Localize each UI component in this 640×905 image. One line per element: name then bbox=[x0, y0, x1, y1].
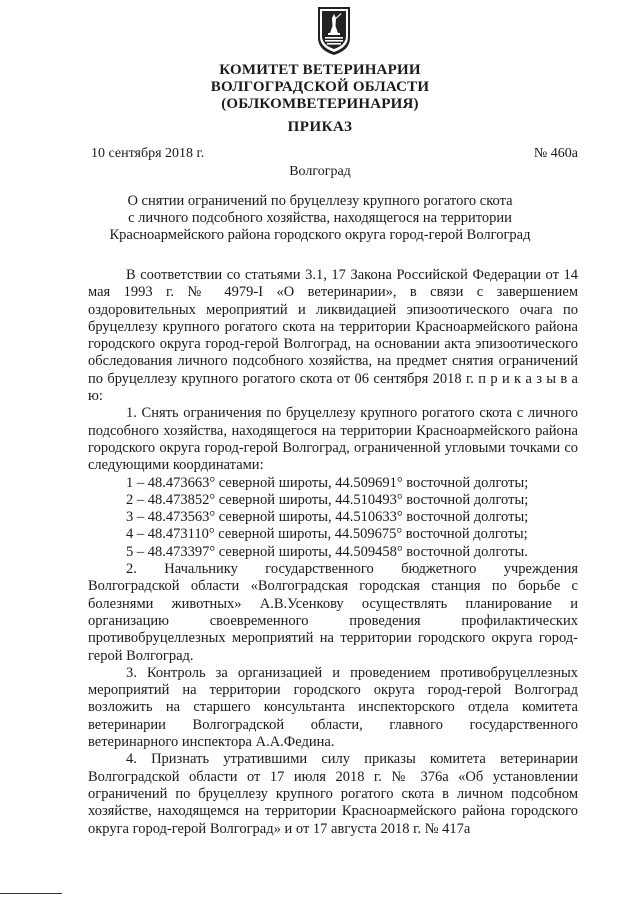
order-number: № 460а bbox=[533, 146, 578, 161]
coordinate-point-4: 4 – 48.473110° северной широты, 44.509675° восточной долготы; bbox=[126, 526, 528, 543]
coordinate-point-3: 3 – 48.473563° северной широты, 44.510633° восточной долготы; bbox=[126, 509, 529, 526]
subject-line-2: с личного подсобного хозяйства, находящегося на территории bbox=[128, 210, 512, 226]
preamble-paragraph: В соответствии со статьями 3.1, 17 Закона Российской Федерации от 14 мая 1993 г. № 4979-I «О ветеринарии», в связи с завершением оздоровительных мероприятий и ликвидацией эпизоотического очага по бруцеллезу крупного рогатого скота на территории Красноармейского района городского округа город-герой Волгоград, на основании акта эпизоотического обследования личного подсобного хозяйства, на предмет снятия ограничений по бруцеллезу крупного рогатого скота от 06 сентября 2018 г. п р и к а з ы в а ю: bbox=[88, 267, 578, 405]
organization-name bbox=[0, 62, 640, 113]
item-3-paragraph: 3. Контроль за организацией и проведением противобруцеллезных мероприятий на территории городского округа город-герой Волгоград возложить на старшего консультанта инспекторского отдела комитета ветеринарии Волгоградской области, главного государственного ветеринарного инспектора А.А.Федина. bbox=[88, 664, 578, 751]
coordinate-point-2: 2 – 48.473852° северной широты, 44.510493° восточной долготы; bbox=[126, 491, 529, 508]
order-subject bbox=[0, 193, 640, 244]
volgograd-emblem-icon bbox=[317, 6, 351, 56]
order-title: ПРИКАЗ bbox=[287, 119, 353, 135]
order-date: 10 сентября 2018 г. bbox=[91, 146, 205, 161]
item-2-paragraph: 2. Начальнику государственного бюджетного учреждения Волгоградской области «Волгоградская городская станция по борьбе с болезнями животных» А.В.Усенкову осуществлять планирование и организацию своевременного проведения профилактических противобруцеллезных мероприятий на территории городского округа город-герой Волгоград. bbox=[88, 561, 578, 664]
org-line-2: ВОЛГОГРАДСКОЙ ОБЛАСТИ bbox=[210, 79, 430, 95]
subject-line-3: Красноармейского района городского округа город-герой Волгоград bbox=[109, 227, 531, 243]
order-city: Волгоград bbox=[289, 164, 351, 179]
footnote-separator bbox=[0, 893, 62, 894]
order-body bbox=[88, 267, 578, 838]
coordinate-point-1: 1 – 48.473663° северной широты, 44.509691° восточной долготы; bbox=[126, 474, 529, 491]
item-1-paragraph: 1. Снять ограничения по бруцеллезу крупного рогатого скота с личного подсобного хозяйства, находящегося на территории Красноармейского района городского округа город-герой Волгоград, ограниченной угловыми точками со следующими координатами: bbox=[88, 405, 578, 474]
item-4-paragraph: 4. Признать утратившими силу приказы комитета ветеринарии Волгоградской области от 17 июля 2018 г. № 376а «Об установлении ограничений по бруцеллезу крупного рогатого скота в личном подсобном хозяйстве, находящемся на территории Красноармейского района городского округа город-герой Волгоград» и от 17 августа 2018 г. № 417а bbox=[88, 751, 578, 837]
org-line-1: КОМИТЕТ ВЕТЕРИНАРИИ bbox=[219, 62, 421, 78]
coordinate-point-5: 5 – 48.473397° северной широты, 44.509458° восточной долготы. bbox=[126, 543, 528, 560]
subject-line-1: О снятии ограничений по бруцеллезу крупного рогатого скота bbox=[127, 193, 513, 209]
org-line-3: (ОБЛКОМВЕТЕРИНАРИЯ) bbox=[221, 96, 419, 112]
